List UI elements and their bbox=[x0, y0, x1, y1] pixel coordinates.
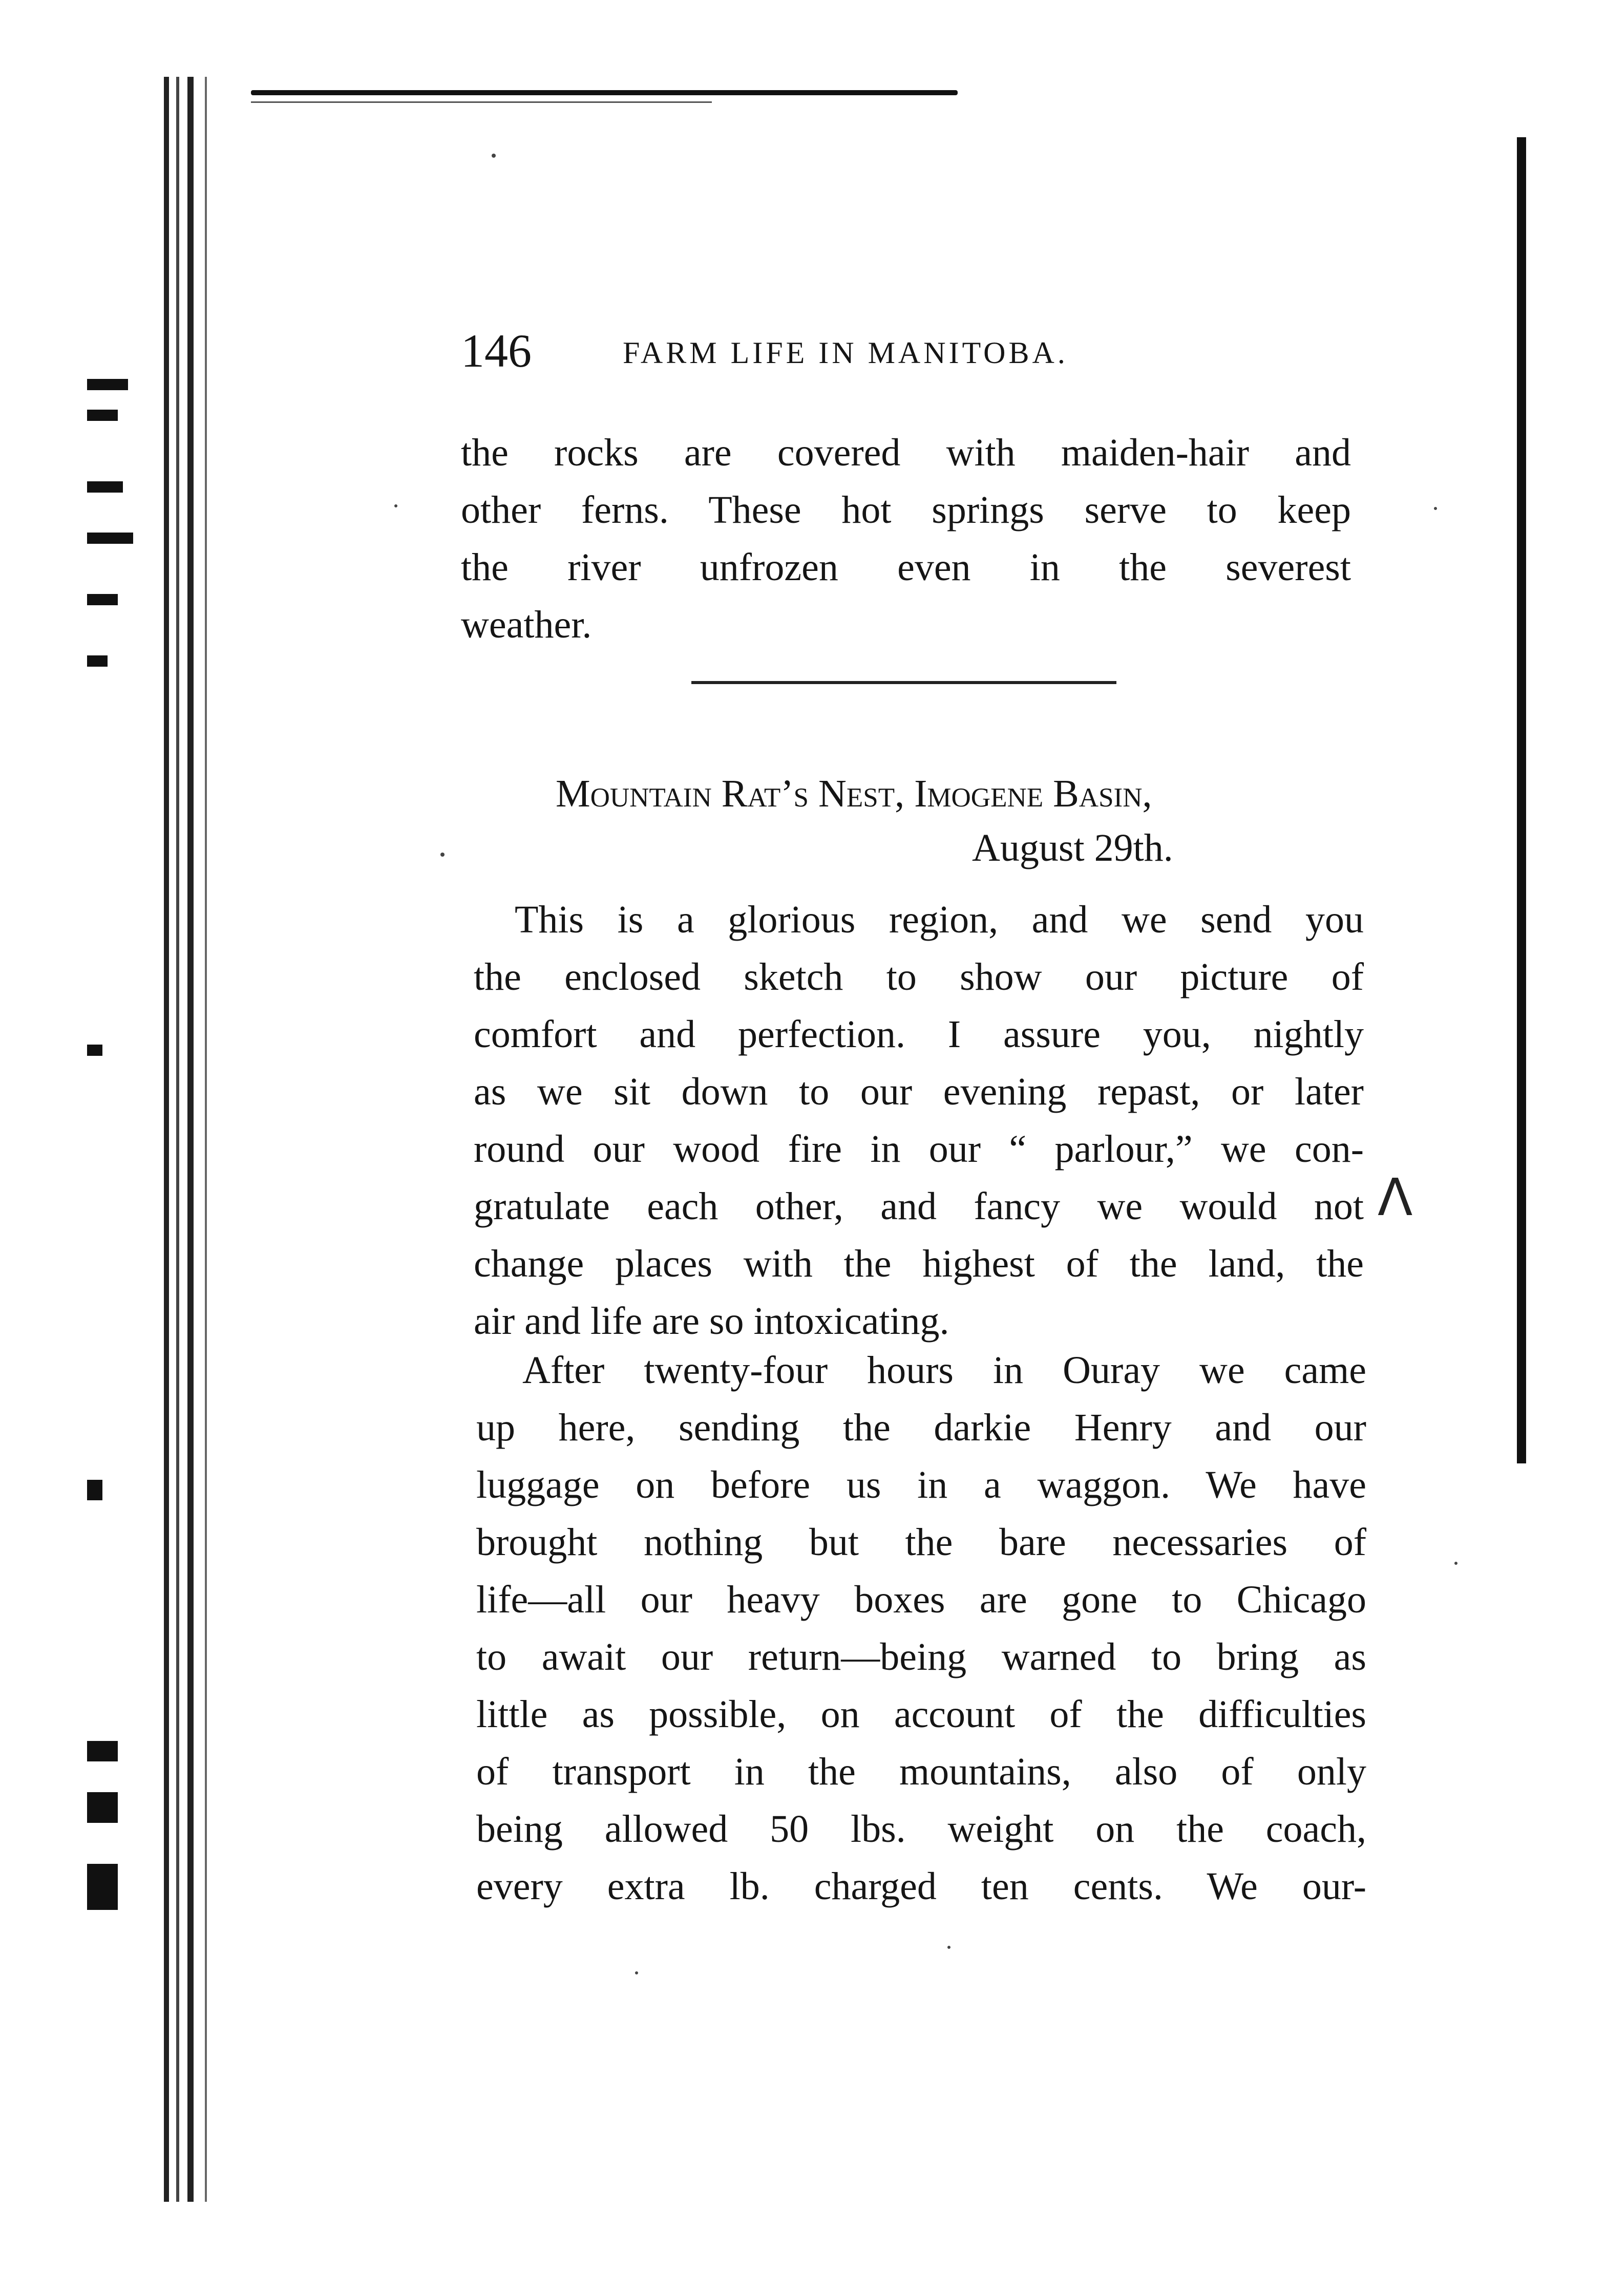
text-line: comfort and perfection. I assure you, nightly bbox=[474, 1013, 1364, 1056]
text-line: the river unfrozen even in the severest bbox=[461, 546, 1351, 589]
paragraph-3 bbox=[476, 1342, 1366, 1915]
text-line: round our wood fire in our “ parlour,” we con- bbox=[474, 1128, 1364, 1171]
text-line: other ferns. These hot springs serve to keep bbox=[461, 488, 1351, 532]
letter-dateline: Mountain Rat’s Nest, Imogene Basin, bbox=[556, 772, 1152, 815]
text-line: After twenty-four hours in Ouray we came bbox=[522, 1349, 1366, 1392]
text-line: the rocks are covered with maiden-hair and bbox=[461, 431, 1351, 474]
text-line: brought nothing but the bare necessaries of bbox=[476, 1521, 1366, 1564]
text-line: the enclosed sketch to show our picture of bbox=[474, 955, 1364, 998]
text-line: little as possible, on account of the difficulties bbox=[476, 1693, 1366, 1736]
text-line: as we sit down to our evening repast, or later bbox=[474, 1070, 1364, 1113]
page-header bbox=[461, 323, 1178, 379]
text-line: This is a glorious region, and we send you bbox=[515, 898, 1364, 941]
text-line: up here, sending the darkie Henry and our bbox=[476, 1406, 1366, 1449]
handwritten-margin-mark-icon: ⴷ bbox=[1378, 1167, 1413, 1227]
letter-date: August 29th. bbox=[972, 826, 1173, 869]
text-line: every extra lb. charged ten cents. We our- bbox=[476, 1865, 1366, 1908]
text-line: to await our return—being warned to bring as bbox=[476, 1635, 1366, 1678]
text-line: gratulate each other, and fancy we would not bbox=[474, 1185, 1364, 1228]
section-divider bbox=[691, 681, 1116, 684]
text-line: weather. bbox=[461, 603, 592, 646]
paragraph-1 bbox=[461, 424, 1351, 653]
text-line: luggage on before us in a waggon. We have bbox=[476, 1463, 1366, 1506]
page-number: 146 bbox=[461, 325, 532, 377]
text-line: being allowed 50 lbs. weight on the coach, bbox=[476, 1808, 1366, 1851]
text-line: of transport in the mountains, also of only bbox=[476, 1750, 1366, 1793]
text-line: air and life are so intoxicating. bbox=[474, 1300, 949, 1343]
text-line: change places with the highest of the land, the bbox=[474, 1242, 1364, 1285]
text-line: life—all our heavy boxes are gone to Chicago bbox=[476, 1578, 1366, 1621]
running-head: FARM LIFE IN MANITOBA. bbox=[623, 336, 1068, 370]
paragraph-2 bbox=[474, 891, 1364, 1350]
